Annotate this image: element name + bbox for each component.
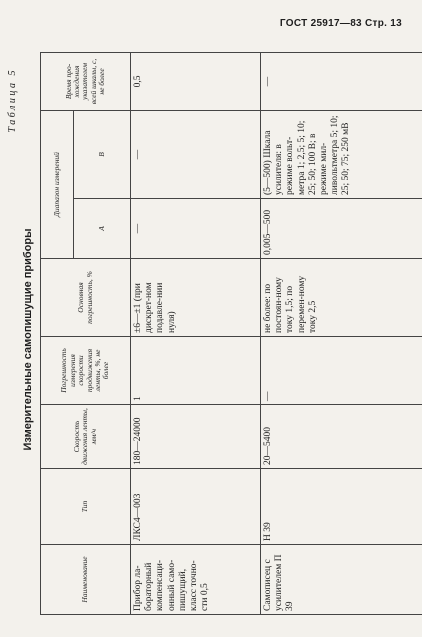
- table-label: Таблица 5: [7, 68, 18, 133]
- col-range-a-header: А: [74, 199, 131, 259]
- instruments-table: [40, 52, 422, 615]
- header-row: [41, 52, 74, 614]
- cell-range-a: 0,005—500: [261, 199, 422, 259]
- col-settle-time-header: Время про-хождения указателем всей шкалы, с, не более: [41, 52, 131, 110]
- table-row: [131, 52, 261, 614]
- cell-settle-time: 0,5: [131, 52, 261, 110]
- cell-base-error: ±6—±1 (при дискрет-ном подавле-нии нуля): [131, 259, 261, 337]
- col-base-error-header: Основная погрешность, %: [41, 259, 131, 337]
- cell-type: Н 39: [261, 469, 422, 545]
- cell-base-error: не более: по постоян-ному току 1,5; по перемен-ному току 2,5: [261, 259, 422, 337]
- cell-name: Прибор ла-бораторный компенсаци-онный само-пишущий, класс точно-сти 0,5: [131, 545, 261, 615]
- cell-range-a: —: [131, 199, 261, 259]
- col-speed-header: Скорость движения ленты, мм/ч: [41, 405, 131, 469]
- cell-range-v: —: [131, 110, 261, 198]
- cell-speed: 20—5400: [261, 405, 422, 469]
- col-speed-error-header: Погрешность измерения скорости продвижения ленты, %, не более: [41, 337, 131, 405]
- col-range-header: Диапазон измерений: [41, 110, 74, 258]
- cell-speed-error: —: [261, 337, 422, 405]
- col-range-v-header: В: [74, 110, 131, 198]
- col-type-header: Тип: [41, 469, 131, 545]
- table-row: [261, 52, 422, 614]
- cell-type: ЛКС4—003: [131, 469, 261, 545]
- rotated-table-page: [0, 42, 422, 637]
- cell-name: Самописец с усилителем П 39: [261, 545, 422, 615]
- table-caption: Измерительные самопишущие приборы: [22, 228, 34, 451]
- col-name-header: Наименование: [41, 545, 131, 615]
- cell-settle-time: —: [261, 52, 422, 110]
- cell-speed-error: 1: [131, 337, 261, 405]
- page-header: ГОСТ 25917—83 Стр. 13: [279, 18, 402, 29]
- cell-range-v: (5—500) Шкала усилителя: в режиме вольт-метра 1; 2,5; 5; 10; 25; 50; 100 В; в режиме мил-ливольтметра 5; 10; 25; 50; 75; 250 мВ: [261, 110, 422, 198]
- cell-speed: 180—24000: [131, 405, 261, 469]
